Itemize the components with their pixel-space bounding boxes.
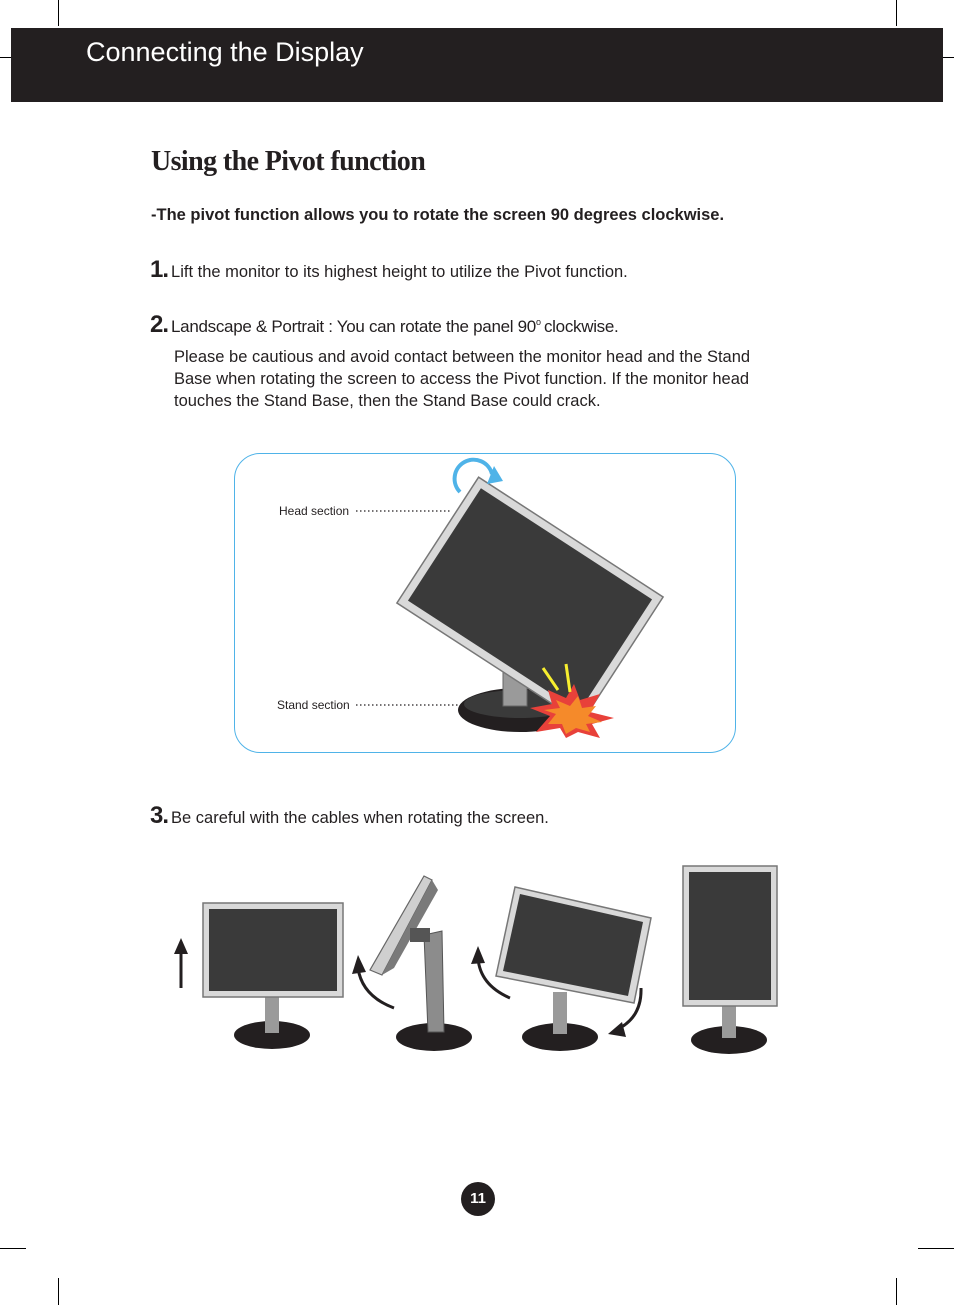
monitor-rotating — [471, 887, 651, 1051]
monitor-side-tilted — [352, 876, 472, 1051]
step-text: Lift the monitor to its highest height to utilize the Pivot function. — [171, 263, 628, 281]
monitor-portrait — [683, 866, 777, 1054]
tilt-arrow-icon — [358, 968, 394, 1008]
section-title: Using the Pivot function — [151, 146, 426, 177]
step-text: Be careful with the cables when rotating the screen. — [171, 809, 549, 827]
step-number: 3. — [150, 802, 169, 829]
step-text-end: clockwise. — [543, 317, 619, 336]
monitor-landscape — [203, 903, 343, 1049]
degree-symbol: o — [535, 317, 541, 327]
head-section-label: Head section — [279, 504, 350, 518]
step-number: 1. — [150, 256, 169, 283]
stand-section-label: Stand section — [277, 698, 350, 712]
intro-text: -The pivot function allows you to rotate the screen 90 degrees clockwise. — [151, 206, 725, 224]
caution-paragraph: Please be cautious and avoid contact between the monitor head and the Stand Base when rotating the screen to access the Pivot function. If the monitor head touches the Stand Base, then the Stand Base could crack. — [174, 348, 751, 410]
page-header-title: Connecting the Display — [86, 37, 364, 67]
step-number: 2. — [150, 311, 169, 338]
page-number: 11 — [461, 1182, 495, 1216]
step-text: Landscape & Portrait : You can rotate the panel 90 — [171, 317, 536, 336]
